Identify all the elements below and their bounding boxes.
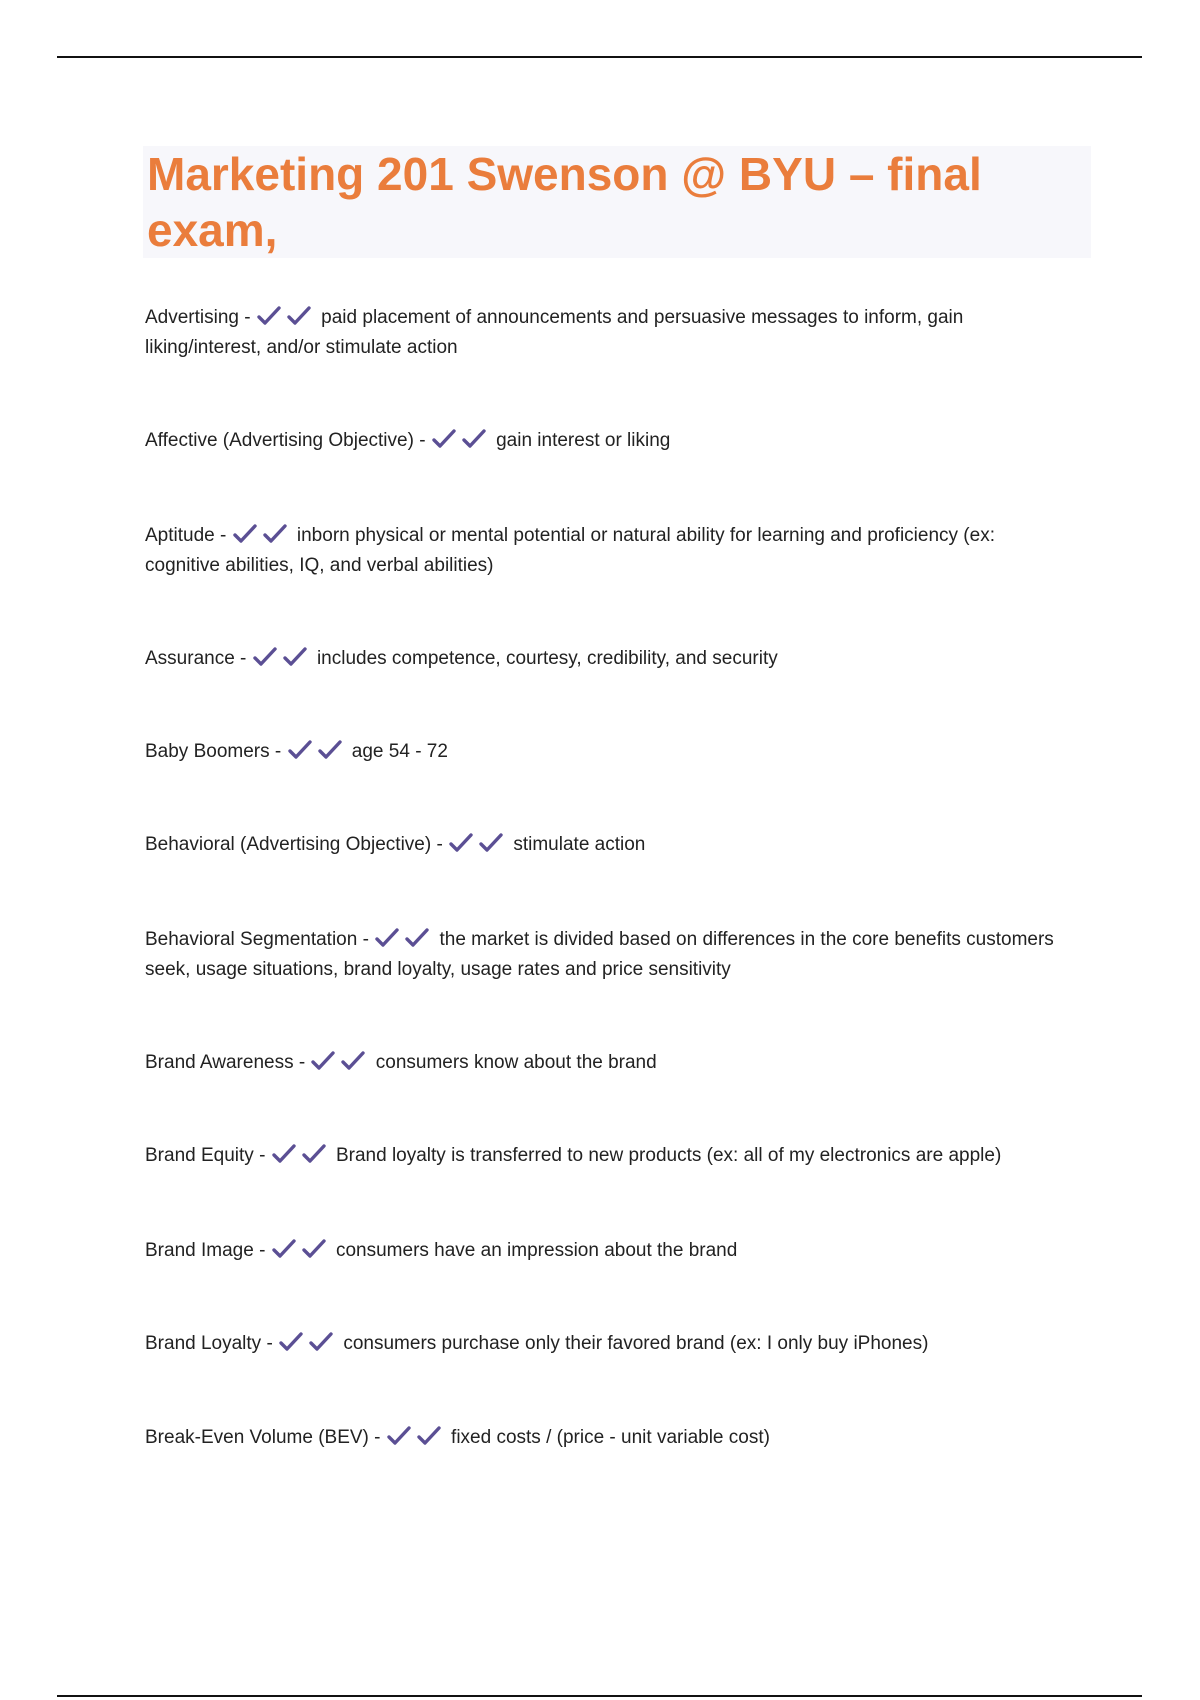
check-icon [461,428,487,450]
check-icon [448,832,474,854]
check-icon [256,305,282,327]
check-icon [478,832,504,854]
check-icon [431,428,457,450]
page-title: Marketing 201 Swenson @ BYU – final exam, [147,148,982,256]
entry-definition: inborn physical or mental potential or natural ability for learning and proficiency (ex: cognitive abilities, IQ, and verbal abilities) [145,525,995,576]
entry-definition: age 54 - 72 [351,741,448,762]
entry-definition: stimulate action [513,834,646,855]
list-item [145,1141,1075,1171]
check-icon [287,739,313,761]
check-icon [271,1238,297,1260]
list-item [145,644,1075,674]
check-icon [286,305,312,327]
check-icon [308,1331,334,1353]
check-icon [404,927,430,949]
title-box [143,146,1091,258]
entry-term: Assurance - [145,648,247,669]
entry-definition: gain interest or liking [496,430,671,451]
entry-definition: Brand loyalty is transferred to new products (ex: all of my electronics are apple) [335,1145,1002,1166]
check-icon [301,1143,327,1165]
check-icon [317,739,343,761]
entry-definition: fixed costs / (price - unit variable cost) [451,1427,770,1448]
entry-term: Brand Loyalty - [145,1333,273,1354]
list-item [145,521,1075,581]
entry-term: Break-Even Volume (BEV) - [145,1427,381,1448]
entry-definition: paid placement of announcements and persuasive messages to inform, gain liking/interest, and/or stimulate action [145,307,964,358]
entry-definition: includes competence, courtesy, credibility, and security [316,648,778,669]
entry-term: Behavioral (Advertising Objective) - [145,834,443,855]
check-icon [416,1425,442,1447]
list-item [145,303,1075,363]
entry-definition: consumers purchase only their favored brand (ex: I only buy iPhones) [343,1333,929,1354]
bottom-rule [57,1695,1142,1697]
list-item [145,737,1075,767]
check-icon [282,646,308,668]
list-item [145,925,1075,985]
check-icon [301,1238,327,1260]
check-icon [252,646,278,668]
list-item [145,830,1075,860]
check-icon [386,1425,412,1447]
entry-term: Brand Awareness - [145,1052,306,1073]
entry-definition: the market is divided based on differences in the core benefits customers seek, usage situations, brand loyalty, usage rates and price sensitivity [145,929,1054,980]
entry-term: Brand Equity - [145,1145,266,1166]
entry-term: Baby Boomers - [145,741,282,762]
entry-definition: consumers have an impression about the brand [335,1240,738,1261]
entry-term: Affective (Advertising Objective) - [145,430,426,451]
check-icon [262,523,288,545]
entry-term: Brand Image - [145,1240,266,1261]
check-icon [340,1050,366,1072]
check-icon [271,1143,297,1165]
entry-term: Advertising - [145,307,251,328]
check-icon [310,1050,336,1072]
list-item [145,1423,1075,1453]
list-item [145,426,1075,456]
entry-definition: consumers know about the brand [375,1052,657,1073]
list-item [145,1236,1075,1266]
top-rule [57,56,1142,58]
check-icon [374,927,400,949]
check-icon [278,1331,304,1353]
list-item [145,1329,1075,1359]
list-item [145,1048,1075,1078]
check-icon [232,523,258,545]
entry-term: Aptitude - [145,525,227,546]
entry-term: Behavioral Segmentation - [145,929,369,950]
